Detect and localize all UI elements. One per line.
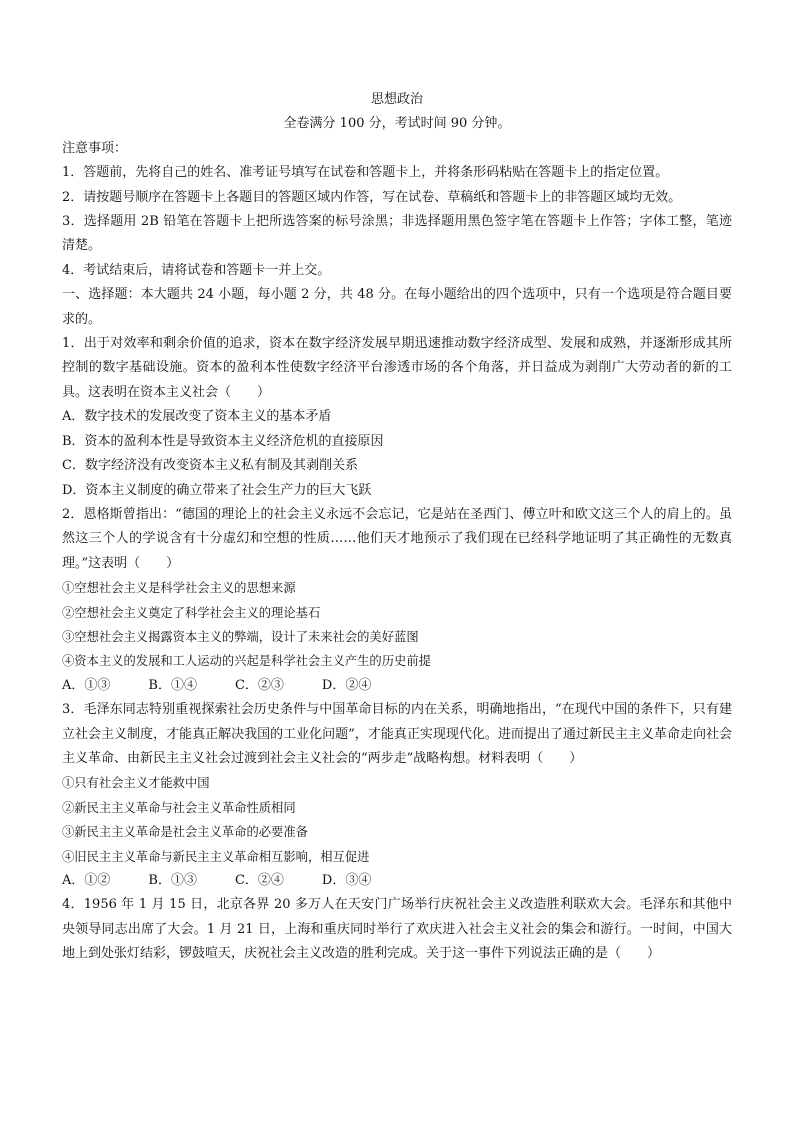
notice-item: 3．选择题用 2B 铅笔在答题卡上把所选答案的标号涂黑；非选择题用黑色签字笔在答题卡上作答；字体工整，笔迹清楚。 [62,214,732,254]
question-stem: 4．1956 年 1 月 15 日，北京各界 20 多万人在天安门广场举行庆祝社会主义改造胜利联欢大会。毛泽东和其他中央领导同志出席了大会。1 月 21 日，上海和重庆同时举行了欢庆进入社会主义社会的集会和游行。一时间，中国大地上到处张灯结彩，锣鼓喧天，庆祝社会主义改造的胜利完成。关于这一事件下列说法正确的是（ ） [62,897,732,962]
notice-heading: 注意事项： [62,140,128,156]
question-2 [62,503,732,698]
choice-b: B．①③ [148,873,197,888]
choice-d: D．③④ [321,873,372,888]
exam-subtitle: 全卷满分 100 分，考试时间 90 分钟。 [283,116,511,132]
statement: ③新民主主义革命是社会主义革命的必要准备 [62,825,308,840]
exam-content [62,88,732,967]
section-heading: 一、选择题：本大题共 24 小题，每小题 2 分，共 48 分。在每小题给出的四个选项中，只有一个选项是符合题目要求的。 [62,287,732,327]
answer-option: D．资本主义制度的确立带来了社会生产力的巨大飞跃 [62,482,372,498]
statement: ④资本主义的发展和工人运动的兴起是科学社会主义产生的历史前提 [62,654,431,669]
question-3 [62,698,732,893]
statement: ①空想社会主义是科学社会主义的思想来源 [62,581,296,596]
choice-row [62,674,732,698]
question-4 [62,893,732,966]
statement: ①只有社会主义才能救中国 [62,776,210,791]
answer-option: B．资本的盈利本性是导致资本主义经济危机的直接原因 [62,433,384,449]
question-stem: 1．出于对效率和剩余价值的追求，资本在数字经济发展早期迅速推动数字经济成型、发展和成熟，并逐渐形成其所控制的数字基础设施。资本的盈利本性使数字经济平台渗透市场的各个角落，并日益成为剥削广大劳动者的新的工具。这表明在资本主义社会（ ） [62,336,732,400]
question-stem: 2．恩格斯曾指出：“德国的理论上的社会主义永远不会忘记，它是站在圣西门、傅立叶和欧文这三个人的肩上的。虽然这三个人的学说含有十分虚幻和空想的性质……他们天才地预示了我们现在已经科学地证明了其正确性的无数真理。”这表明（ ） [62,506,732,571]
choice-d: D．②④ [321,677,372,693]
answer-option: C．数字经济没有改变资本主义私有制及其剥削关系 [62,458,358,474]
answer-option: A．数字技术的发展改变了资本主义的基本矛盾 [62,409,332,425]
notice-item: 1．答题前，先将自己的姓名、准考证号填写在试卷和答题卡上，并将条形码粘贴在答题卡上的指定位置。 [62,165,669,181]
question-1 [62,332,732,503]
statement: ③空想社会主义揭露资本主义的弊端，设计了未来社会的美好蓝图 [62,629,419,644]
question-stem: 3．毛泽东同志特别重视探索社会历史条件与中国革命目标的内在关系，明确地指出，“在现代中国的条件下，只有建立社会主义制度，才能真正解决我国的工业化问题”，才能真正实现现代化。进而提出了通过新民主主义革命走向社会主义革命、由新民主主义社会过渡到社会主义社会的“两步走”战略构想。材料表明（ ） [62,702,732,766]
choice-c: C．②③ [234,677,284,693]
choice-a: A．①③ [62,677,111,693]
choice-row [62,869,732,893]
notice-item: 2．请按题号顺序在答题卡上各题目的答题区域内作答，写在试卷、草稿纸和答题卡上的非答题区域均无效。 [62,189,682,205]
notice-item: 4．考试结束后，请将试卷和答题卡一并上交。 [62,262,331,278]
choice-a: A．①② [62,873,111,888]
statement: ④旧民主主义革命与新民主主义革命相互影响，相互促进 [62,849,370,864]
statement: ②新民主主义革命与社会主义革命性质相同 [62,800,296,815]
notice-block [62,137,732,283]
choice-b: B．①④ [148,677,197,693]
page-title: 思想政治 [370,92,423,107]
statement: ②空想社会主义奠定了科学社会主义的理论基石 [62,605,321,620]
choice-c: C．②④ [234,873,284,888]
